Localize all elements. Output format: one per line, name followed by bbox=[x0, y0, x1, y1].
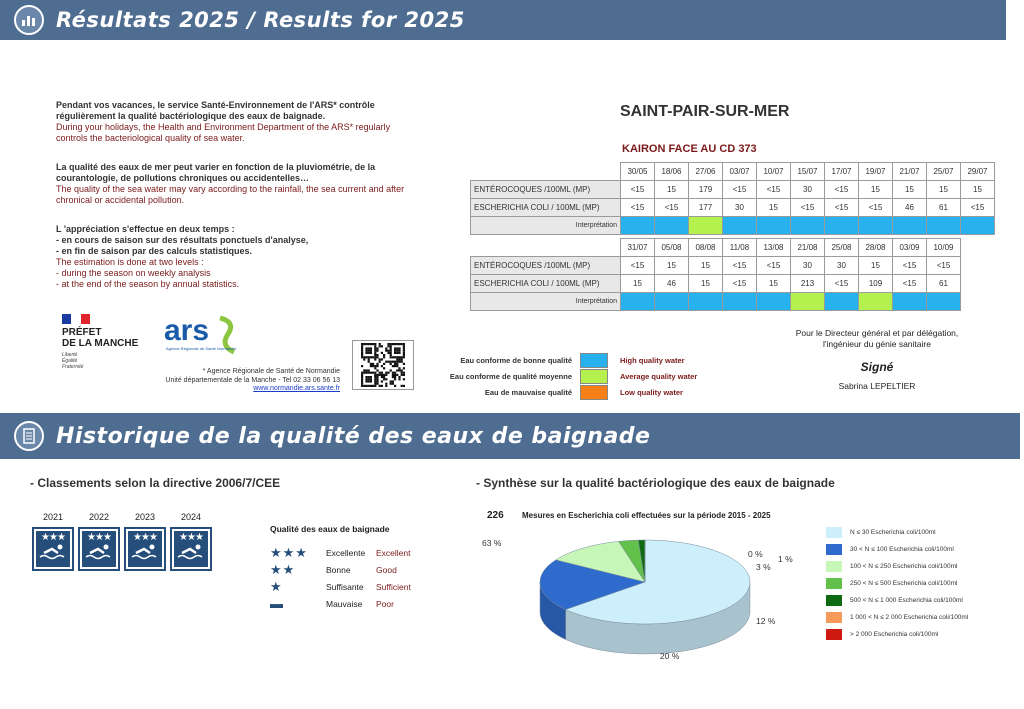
signature-line-1: Pour le Directeur général et par délégation, bbox=[795, 328, 959, 338]
intro-p3-fr-list bbox=[56, 235, 416, 257]
table-cell: 177 bbox=[689, 199, 723, 217]
star-rating-icon: ★★ bbox=[270, 561, 296, 577]
legend-label: > 2 000 Escherichia coli/100ml bbox=[850, 631, 939, 638]
table-cell: <15 bbox=[791, 199, 825, 217]
table-cell: 30 bbox=[825, 257, 859, 275]
site-title: KAIRON FACE AU CD 373 bbox=[622, 143, 757, 155]
interpretation-cell bbox=[927, 217, 961, 235]
swimmer-icon bbox=[38, 543, 68, 566]
classement-legend-row bbox=[270, 595, 411, 612]
table-cell: 46 bbox=[655, 275, 689, 293]
table-cell: <15 bbox=[961, 199, 995, 217]
row-label-enterocoques: ENTÉROCOQUES /100ML (MP) bbox=[471, 257, 621, 275]
table-cell: 15 bbox=[757, 199, 791, 217]
star-rating-icon: ★★★ bbox=[270, 544, 308, 560]
yearly-rankings bbox=[32, 512, 212, 571]
interpretation-cell bbox=[859, 293, 893, 311]
table-cell: 179 bbox=[689, 181, 723, 199]
year-label: 2024 bbox=[180, 512, 202, 522]
table-cell: <15 bbox=[825, 199, 859, 217]
legend-label-fr: Eau conforme de bonne qualité bbox=[460, 355, 572, 365]
table-cell: <15 bbox=[927, 257, 961, 275]
intro-p1-en: During your holidays, the Health and Environment Department of the ARS* regularly controls the bacteriological quality of sea water. bbox=[56, 122, 391, 143]
table-cell: 15 bbox=[927, 181, 961, 199]
list-item: - at the end of the season by annual statistics. bbox=[56, 279, 240, 289]
table-cell: <15 bbox=[655, 199, 689, 217]
table-cell: <15 bbox=[621, 257, 655, 275]
date-header: 03/09 bbox=[893, 239, 927, 257]
date-header: 31/07 bbox=[621, 239, 655, 257]
table-cell: <15 bbox=[723, 275, 757, 293]
row-label-ecoli: ESCHERICHIA COLI / 100ML (MP) bbox=[471, 275, 621, 293]
year-label: 2023 bbox=[134, 512, 156, 522]
table-cell: 15 bbox=[689, 257, 723, 275]
legend-label-fr: Eau de mauvaise qualité bbox=[484, 387, 572, 397]
intro-paragraph-3 bbox=[56, 224, 416, 290]
table-cell: 15 bbox=[961, 181, 995, 199]
signature-line-2: l'ingénieur du génie sanitaire bbox=[823, 339, 931, 349]
quality-legend bbox=[430, 352, 697, 400]
legend-label-en: Low quality water bbox=[620, 387, 683, 397]
row-label-enterocoques: ENTÉROCOQUES /100ML (MP) bbox=[471, 181, 621, 199]
chart-subtitle: Mesures en Escherichia coli effectuées sur la période 2015 - 2025 bbox=[522, 511, 771, 520]
interpretation-cell bbox=[723, 217, 757, 235]
ars-note-line-1: * Agence Régionale de Santé de Normandie bbox=[202, 368, 340, 375]
pie-legend bbox=[826, 524, 968, 643]
interpretation-cell bbox=[655, 217, 689, 235]
interpretation-cell bbox=[825, 293, 859, 311]
table-cell: 61 bbox=[927, 275, 961, 293]
star-rating-icon: ▬ bbox=[270, 596, 284, 611]
star-rating-icon: ★ bbox=[270, 578, 283, 594]
table-cell: 15 bbox=[859, 257, 893, 275]
list-item: - en fin de saison par des calculs statistiques. bbox=[56, 246, 253, 256]
table-cell: 30 bbox=[723, 199, 757, 217]
table-cell: 61 bbox=[927, 199, 961, 217]
table-cell: <15 bbox=[893, 275, 927, 293]
swimmer-icon bbox=[176, 543, 206, 566]
table-row bbox=[471, 257, 961, 275]
table-row bbox=[471, 217, 995, 235]
table-row bbox=[471, 199, 995, 217]
row-label-interpretation: Interprétation bbox=[471, 293, 621, 311]
pie-legend-row bbox=[826, 575, 968, 592]
table-corner bbox=[471, 163, 621, 181]
interpretation-cell bbox=[893, 293, 927, 311]
three-stars-icon: ★★★ bbox=[133, 532, 157, 543]
interpretation-cell bbox=[689, 217, 723, 235]
year-ranking bbox=[170, 512, 212, 571]
rating-label-en: Excellent bbox=[376, 547, 411, 558]
legend-swatch bbox=[826, 612, 842, 623]
intro-paragraph-1 bbox=[56, 100, 416, 144]
date-header: 18/06 bbox=[655, 163, 689, 181]
date-header: 29/07 bbox=[961, 163, 995, 181]
date-header: 11/08 bbox=[723, 239, 757, 257]
year-ranking bbox=[32, 512, 74, 571]
date-header: 30/05 bbox=[621, 163, 655, 181]
date-header: 25/07 bbox=[927, 163, 961, 181]
date-header: 08/08 bbox=[689, 239, 723, 257]
table-cell: 15 bbox=[655, 257, 689, 275]
signatory-name: Sabrina LEPELTIER bbox=[838, 381, 916, 391]
history-banner bbox=[0, 413, 1020, 459]
logos-area bbox=[60, 312, 420, 402]
table-row bbox=[471, 181, 995, 199]
pie-data-label: 0 % bbox=[748, 549, 763, 559]
table-cell: <15 bbox=[621, 199, 655, 217]
legend-label: 500 < N ≤ 1 000 Escherichia coli/100ml bbox=[850, 597, 963, 604]
pie-legend-row bbox=[826, 541, 968, 558]
interpretation-cell bbox=[859, 217, 893, 235]
legend-swatch bbox=[580, 385, 608, 400]
measure-count: 226 bbox=[487, 510, 504, 521]
date-header: 17/07 bbox=[825, 163, 859, 181]
row-label-interpretation: Interprétation bbox=[471, 217, 621, 235]
interpretation-cell bbox=[893, 217, 927, 235]
ars-logo-text: ars bbox=[164, 314, 210, 347]
date-header: 21/08 bbox=[791, 239, 825, 257]
legend-label-en: High quality water bbox=[620, 355, 685, 365]
table-cell: <15 bbox=[893, 257, 927, 275]
table-cell: <15 bbox=[757, 181, 791, 199]
intro-p3-en-list bbox=[56, 268, 416, 290]
date-header: 10/09 bbox=[927, 239, 961, 257]
table-corner bbox=[471, 239, 621, 257]
pie-legend-row bbox=[826, 524, 968, 541]
legend-swatch bbox=[580, 353, 608, 368]
rating-label-fr: Suffisante bbox=[326, 581, 364, 592]
swimmer-icon bbox=[84, 543, 114, 566]
list-item: - during the season on weekly analysis bbox=[56, 268, 211, 278]
table-cell: 15 bbox=[893, 181, 927, 199]
table-cell: 46 bbox=[893, 199, 927, 217]
table-cell: <15 bbox=[621, 181, 655, 199]
interpretation-cell bbox=[791, 217, 825, 235]
legend-label: 250 < N ≤ 500 Escherichia coli/100ml bbox=[850, 580, 958, 587]
interpretation-cell bbox=[961, 217, 995, 235]
list-item: - en cours de saison sur des résultats ponctuels d'analyse, bbox=[56, 235, 309, 245]
three-stars-icon: ★★★ bbox=[41, 532, 65, 543]
table-row bbox=[471, 275, 961, 293]
date-header: 27/06 bbox=[689, 163, 723, 181]
year-label: 2021 bbox=[42, 512, 64, 522]
table-cell: 15 bbox=[859, 181, 893, 199]
ars-contact-note bbox=[152, 368, 340, 394]
devise-text: Liberté Égalité Fraternité bbox=[62, 352, 84, 370]
history-banner-title: Historique de la qualité des eaux de baignade bbox=[56, 423, 651, 449]
classement-legend-row bbox=[270, 544, 411, 561]
pie-legend-row bbox=[826, 609, 968, 626]
ars-website-link[interactable]: www.normandie.ars.sante.fr bbox=[253, 385, 340, 392]
pie-data-label: 20 % bbox=[660, 651, 680, 661]
classement-legend-title: Qualité des eaux de baignade bbox=[270, 524, 390, 534]
results-table-2 bbox=[470, 238, 961, 311]
swimmer-icon bbox=[130, 543, 160, 566]
legend-swatch bbox=[826, 561, 842, 572]
classements-title: - Classements selon la directive 2006/7/CEE bbox=[30, 476, 281, 490]
three-stars-icon: ★★★ bbox=[179, 532, 203, 543]
interpretation-cell bbox=[927, 293, 961, 311]
intro-p3-fr: L 'appréciation s'effectue en deux temps : bbox=[56, 224, 235, 234]
legend-swatch bbox=[826, 595, 842, 606]
table-cell: 213 bbox=[791, 275, 825, 293]
interpretation-cell bbox=[825, 217, 859, 235]
pie-data-label: 3 % bbox=[756, 562, 771, 572]
legend-label-fr: Eau conforme de qualité moyenne bbox=[449, 371, 572, 381]
table-cell: <15 bbox=[723, 257, 757, 275]
intro-p1-fr: Pendant vos vacances, le service Santé-Environnement de l'ARS* contrôle régulièrement la qualité bactériologique des eaux de baignade. bbox=[56, 100, 375, 121]
table-cell: <15 bbox=[825, 181, 859, 199]
three-stars-icon: ★★★ bbox=[87, 532, 111, 543]
date-header: 15/07 bbox=[791, 163, 825, 181]
ars-logo-subtitle: Agence Régionale de Santé Normandie bbox=[166, 346, 237, 351]
rating-label-en: Good bbox=[376, 564, 397, 575]
classement-legend-row bbox=[270, 578, 411, 595]
ars-logo bbox=[162, 312, 242, 358]
table-cell: 15 bbox=[757, 275, 791, 293]
table-cell: <15 bbox=[825, 275, 859, 293]
year-ranking bbox=[124, 512, 166, 571]
interpretation-cell bbox=[757, 293, 791, 311]
legend-label-en: Average quality water bbox=[620, 371, 698, 381]
rating-label-en: Poor bbox=[376, 598, 394, 609]
results-banner-title: Résultats 2025 / Results for 2025 bbox=[56, 8, 465, 32]
table-cell: <15 bbox=[859, 199, 893, 217]
intro-p2-en: The quality of the sea water may vary according to the rainfall, the sea current and after chronical or accidental pollution. bbox=[56, 184, 405, 205]
legend-swatch bbox=[826, 578, 842, 589]
date-header: 10/07 bbox=[757, 163, 791, 181]
legend-label: 100 < N ≤ 250 Escherichia coli/100ml bbox=[850, 563, 958, 570]
date-header: 03/07 bbox=[723, 163, 757, 181]
row-label-ecoli: ESCHERICHIA COLI / 100ML (MP) bbox=[471, 199, 621, 217]
date-header: 25/08 bbox=[825, 239, 859, 257]
qr-code-icon[interactable] bbox=[352, 340, 414, 390]
ars-note-line-2: Unité départementale de la Manche - Tel 02 33 06 56 13 bbox=[165, 376, 340, 384]
pie-legend-row bbox=[826, 626, 968, 643]
rating-label-fr: Bonne bbox=[326, 564, 351, 575]
town-title: SAINT-PAIR-SUR-MER bbox=[620, 103, 790, 120]
pie-legend-row bbox=[826, 592, 968, 609]
results-table-1 bbox=[470, 162, 995, 235]
legend-swatch bbox=[826, 527, 842, 538]
date-header: 21/07 bbox=[893, 163, 927, 181]
classement-legend bbox=[270, 524, 411, 612]
interpretation-cell bbox=[621, 217, 655, 235]
legend-row bbox=[430, 368, 697, 384]
intro-p3-en: The estimation is done at two levels : bbox=[56, 257, 204, 267]
bar-chart-icon bbox=[14, 5, 44, 35]
legend-label: 1 000 < N ≤ 2 000 Escherichia coli/100ml bbox=[850, 614, 969, 621]
results-banner bbox=[0, 0, 1006, 40]
pie-data-label: 12 % bbox=[756, 616, 776, 626]
year-ranking bbox=[78, 512, 120, 571]
legend-swatch bbox=[580, 369, 608, 384]
interpretation-cell bbox=[723, 293, 757, 311]
signature-block bbox=[772, 328, 982, 392]
date-header: 13/08 bbox=[757, 239, 791, 257]
french-flag-icon bbox=[62, 314, 90, 324]
legend-row bbox=[430, 352, 697, 368]
interpretation-cell bbox=[791, 293, 825, 311]
table-cell: <15 bbox=[757, 257, 791, 275]
pie-legend-row bbox=[826, 558, 968, 575]
table-cell: 15 bbox=[689, 275, 723, 293]
table-cell: 109 bbox=[859, 275, 893, 293]
interpretation-cell bbox=[621, 293, 655, 311]
document-icon bbox=[14, 421, 44, 451]
table-row bbox=[471, 293, 961, 311]
table-cell: 15 bbox=[655, 181, 689, 199]
table-header-row bbox=[471, 163, 995, 181]
legend-swatch bbox=[826, 544, 842, 555]
legend-row bbox=[430, 384, 697, 400]
year-label: 2022 bbox=[88, 512, 110, 522]
date-header: 05/08 bbox=[655, 239, 689, 257]
date-header: 28/08 bbox=[859, 239, 893, 257]
interpretation-cell bbox=[655, 293, 689, 311]
intro-p2-fr: La qualité des eaux de mer peut varier en fonction de la pluviométrie, de la courantologie, de pollutions chroniques ou accidentelles… bbox=[56, 162, 376, 183]
table-cell: 30 bbox=[791, 257, 825, 275]
legend-label: N ≤ 30 Escherichia coli/100ml bbox=[850, 529, 936, 536]
table-cell: 30 bbox=[791, 181, 825, 199]
synthese-title: - Synthèse sur la qualité bactériologique des eaux de baignade bbox=[476, 476, 835, 490]
classement-legend-row bbox=[270, 561, 411, 578]
legend-swatch bbox=[826, 629, 842, 640]
intro-paragraph-2 bbox=[56, 162, 416, 206]
table-cell: <15 bbox=[723, 181, 757, 199]
interpretation-cell bbox=[689, 293, 723, 311]
rating-label-fr: Excellente bbox=[326, 547, 366, 558]
interpretation-cell bbox=[757, 217, 791, 235]
prefet-logo-text: PRÉFET DE LA MANCHE bbox=[62, 327, 139, 349]
pie-data-label: 1 % bbox=[778, 554, 793, 564]
rating-label-fr: Mauvaise bbox=[326, 598, 363, 609]
date-header: 19/07 bbox=[859, 163, 893, 181]
signed-label: Signé bbox=[860, 360, 894, 374]
table-cell: 15 bbox=[621, 275, 655, 293]
table-header-row bbox=[471, 239, 961, 257]
legend-label: 30 < N ≤ 100 Escherichia coli/100ml bbox=[850, 546, 954, 553]
rating-label-en: Sufficient bbox=[376, 581, 411, 592]
pie-data-label: 63 % bbox=[482, 538, 502, 548]
